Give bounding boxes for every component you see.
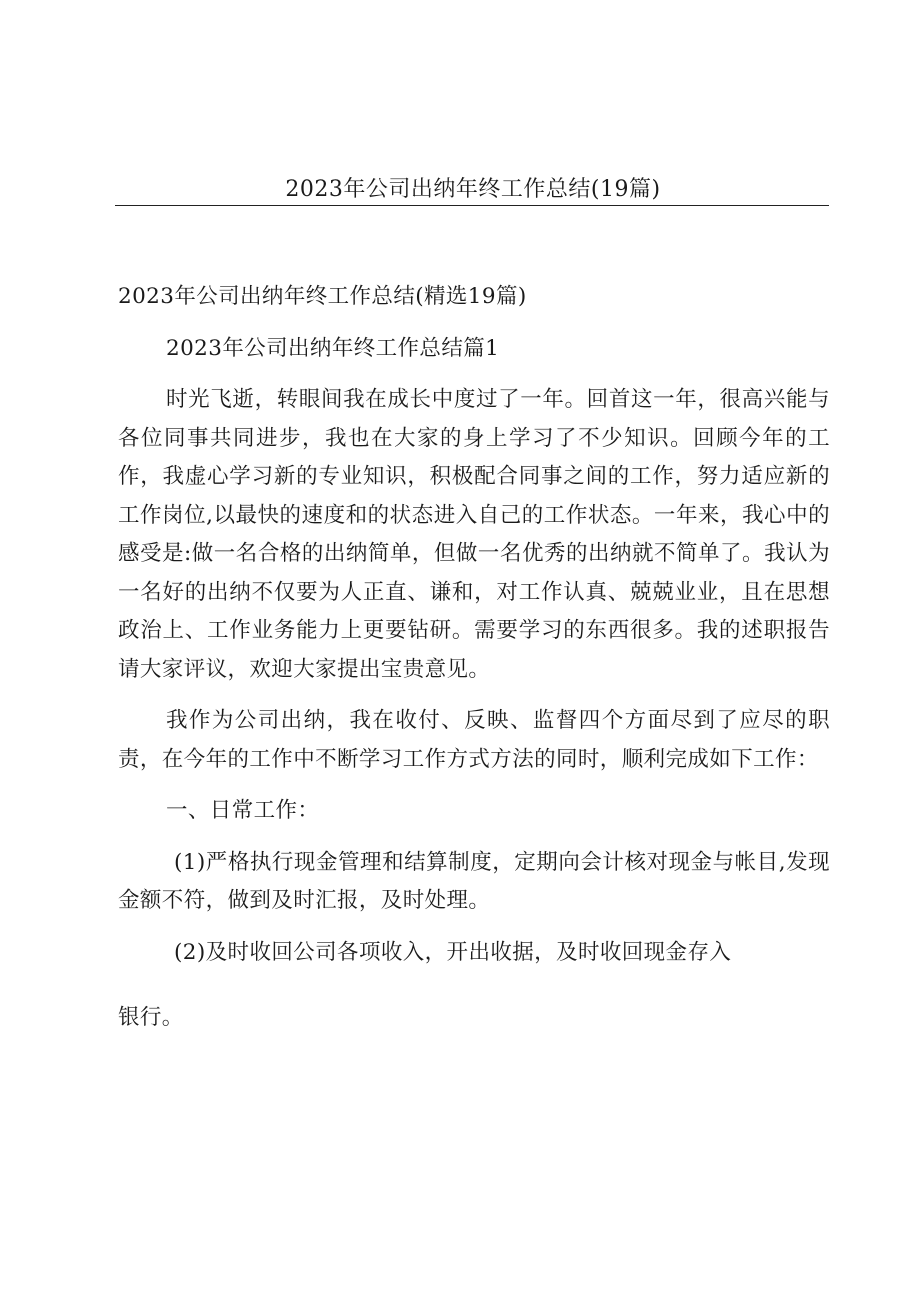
list-item-1: (1)严格执行现金管理和结算制度，定期向会计核对现金与帐目,发现金额不符，做到及时汇报，及时处理。: [118, 849, 830, 913]
document-body: [118, 278, 830, 1038]
title-underline: [115, 205, 829, 206]
paragraph-duties: 我作为公司出纳，我在收付、反映、监督四个方面尽到了应尽的职责，在今年的工作中不断学习工作方式方法的同时，顺利完成如下工作：: [118, 708, 830, 772]
document-title: 2023年公司出纳年终工作总结(19篇): [285, 177, 661, 202]
heading-daily-work: 一、日常工作：: [166, 798, 320, 823]
paragraph-intro: 时光飞逝，转眼间我在成长中度过了一年。回首这一年，很高兴能与各位同事共同进步，我也在大家的身上学习了不少知识。回顾今年的工作，我虚心学习新的专业知识，积极配合同事之间的工作，努力适应新的工作岗位,以最快的速度和的状态进入自己的工作状态。一年来，我心中的感受是:做一名合格的出纳简单，但做一名优秀的出纳就不简单了。我认为一名好的出纳不仅要为人正直、谦和，对工作认真、兢兢业业，且在思想政治上、工作业务能力上更要钻研。需要学习的东西很多。我的述职报告请大家评议，欢迎大家提出宝贵意见。: [118, 387, 830, 682]
document-subtitle: 2023年公司出纳年终工作总结(精选19篇): [118, 284, 527, 309]
list-item-2-continuation: 银行。: [118, 1005, 184, 1030]
list-item-2: (2)及时收回公司各项收入，开出收据，及时收回现金存入: [174, 939, 732, 965]
section-heading: 2023年公司出纳年终工作总结篇1: [166, 335, 500, 361]
